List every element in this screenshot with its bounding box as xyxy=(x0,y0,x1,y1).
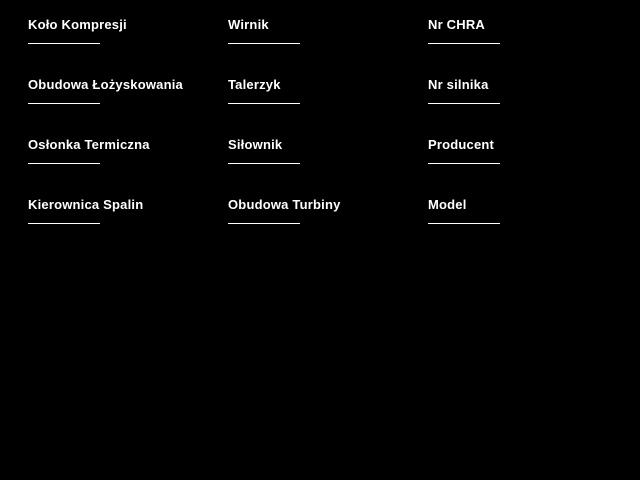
field-underline xyxy=(28,223,100,224)
field-kolo-kompresji[interactable] xyxy=(0,0,200,60)
field-label: Producent xyxy=(428,137,495,152)
field-oslonka-termiczna[interactable] xyxy=(0,120,200,180)
field-underline xyxy=(228,43,300,44)
field-silownik[interactable] xyxy=(200,120,400,180)
field-obudowa-turbiny[interactable] xyxy=(200,180,400,240)
field-label: Wirnik xyxy=(228,17,269,32)
field-label: Obudowa Łożyskowania xyxy=(28,77,183,92)
field-underline xyxy=(228,163,300,164)
field-underline xyxy=(228,103,300,104)
field-underline xyxy=(428,43,500,44)
field-nr-chra[interactable] xyxy=(400,0,600,60)
field-model[interactable] xyxy=(400,180,600,240)
field-underline xyxy=(428,103,500,104)
field-underline xyxy=(228,223,300,224)
field-underline xyxy=(28,103,100,104)
field-underline xyxy=(28,163,100,164)
field-label: Nr silnika xyxy=(428,77,489,92)
field-obudowa-lozyskowania[interactable] xyxy=(0,60,200,120)
field-nr-silnika[interactable] xyxy=(400,60,600,120)
field-talerzyk[interactable] xyxy=(200,60,400,120)
field-label: Osłonka Termiczna xyxy=(28,137,150,152)
field-underline xyxy=(428,223,500,224)
field-label: Talerzyk xyxy=(228,77,281,92)
field-label: Nr CHRA xyxy=(428,17,486,32)
field-label: Siłownik xyxy=(228,137,283,152)
field-label: Koło Kompresji xyxy=(28,17,127,32)
field-kierownica-spalin[interactable] xyxy=(0,180,200,240)
field-underline xyxy=(428,163,500,164)
field-label: Kierownica Spalin xyxy=(28,197,144,212)
field-wirnik[interactable] xyxy=(200,0,400,60)
field-label: Model xyxy=(428,197,467,212)
field-label: Obudowa Turbiny xyxy=(228,197,341,212)
field-producent[interactable] xyxy=(400,120,600,180)
field-underline xyxy=(28,43,100,44)
